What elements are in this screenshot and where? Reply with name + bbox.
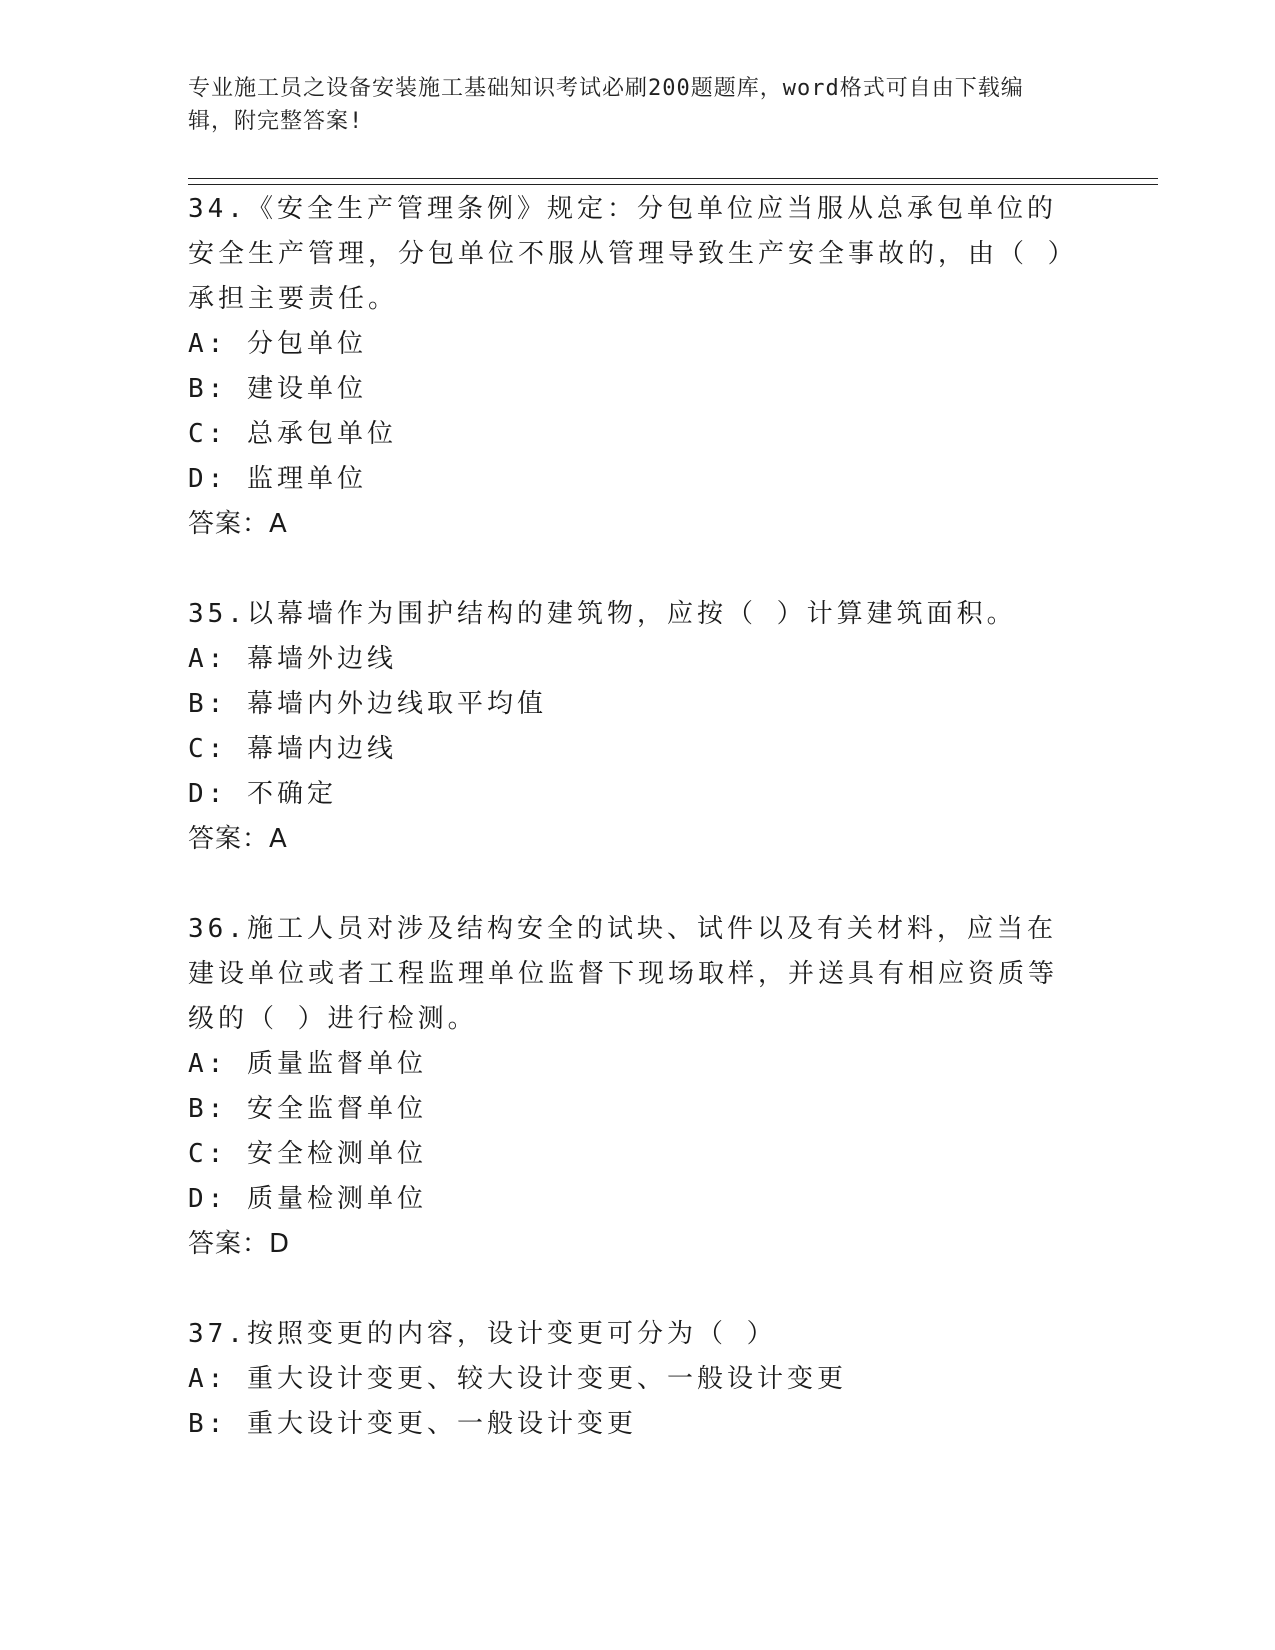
option-a: A: 分包单位 [188,329,367,359]
question-item [188,1312,1088,1447]
question-text: 36.施工人员对涉及结构安全的试块、试件以及有关材料，应当在建设单位或者工程监理单位监督下现场取样，并送具有相应资质等级的（ ）进行检测。 [188,914,1059,1034]
document-header: 专业施工员之设备安装施工基础知识考试必刷200题题库，word格式可自由下载编辑，附完整答案! [188,76,1024,134]
option-d: D: 不确定 [188,779,337,809]
option-c: C: 总承包单位 [188,419,397,449]
question-text: 37.按照变更的内容，设计变更可分为（ ） [188,1319,777,1349]
option-a: A: 质量监督单位 [188,1049,427,1079]
answer-text: 答案：A [188,824,288,854]
option-b: B: 幕墙内外边线取平均值 [188,689,547,719]
question-spacer [188,862,1088,907]
header-divider-top [188,178,1158,179]
option-c: C: 安全检测单位 [188,1139,427,1169]
option-b: B: 安全监督单位 [188,1094,427,1124]
question-spacer [188,1267,1088,1312]
question-spacer [188,547,1088,592]
question-text: 34.《安全生产管理条例》规定：分包单位应当服从总承包单位的安全生产管理，分包单位不服从管理导致生产安全事故的，由（ ）承担主要责任。 [188,194,1078,314]
answer-text: 答案：D [188,1229,291,1259]
answer-text: 答案：A [188,509,288,539]
option-a: A: 幕墙外边线 [188,644,397,674]
option-d: D: 监理单位 [188,464,367,494]
option-b: B: 建设单位 [188,374,367,404]
option-b: B: 重大设计变更、一般设计变更 [188,1409,637,1439]
question-item [188,907,1088,1267]
question-item [188,592,1088,862]
question-list [188,187,1088,1447]
question-text: 35.以幕墙作为围护结构的建筑物，应按（ ）计算建筑面积。 [188,599,1017,629]
question-item [188,187,1088,547]
option-c: C: 幕墙内边线 [188,734,397,764]
header-divider-bottom [188,184,1158,185]
option-d: D: 质量检测单位 [188,1184,427,1214]
option-a: A: 重大设计变更、较大设计变更、一般设计变更 [188,1364,847,1394]
